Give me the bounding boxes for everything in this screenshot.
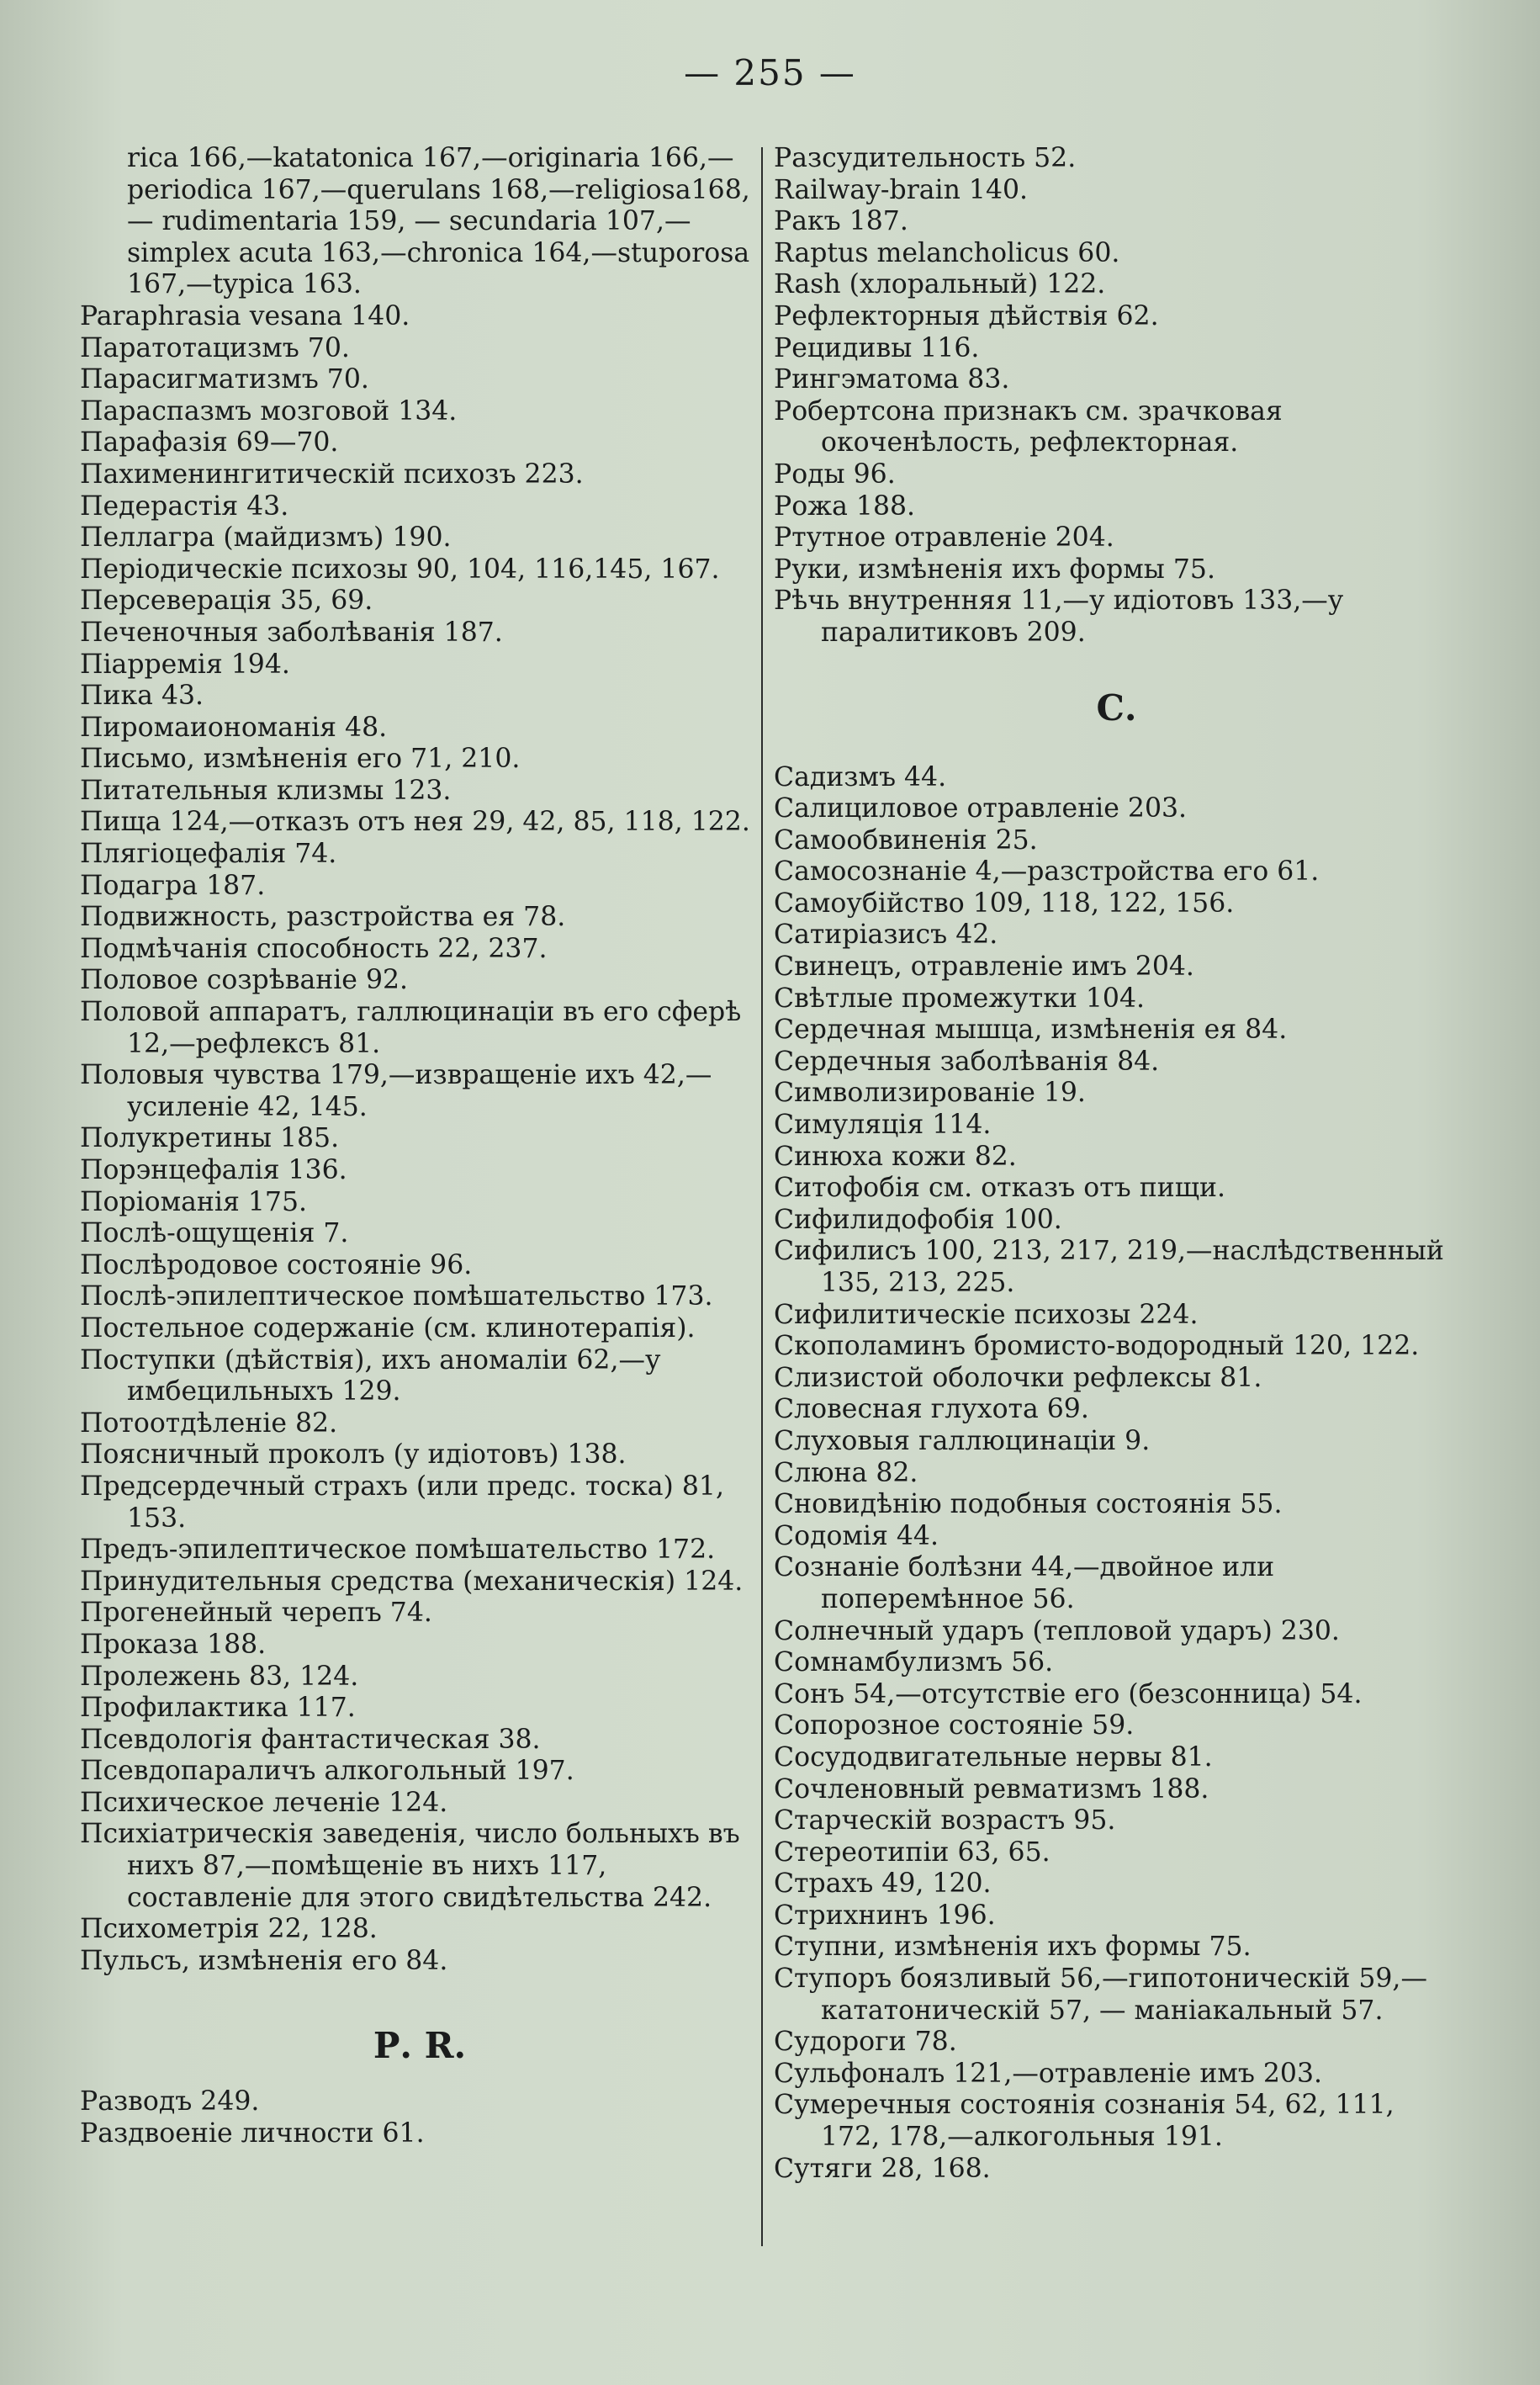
- index-entry: Періодическіе психозы 90, 104, 116,145, 167.: [80, 554, 720, 585]
- index-entries-r-cont: [774, 143, 1459, 649]
- index-entry: Рефлекторныя дѣйствія 62.: [774, 300, 1159, 331]
- index-entry: Половое созрѣваніе 92.: [80, 965, 409, 996]
- index-entry: Сатиріазисъ 42.: [774, 920, 998, 951]
- index-entry: Ступни, измѣненія ихъ формы 75.: [774, 1932, 1252, 1963]
- index-entry: Прогенейный черепъ 74.: [80, 1598, 432, 1629]
- index-entry: Пика 43.: [80, 681, 204, 712]
- index-entry: Предсердечный страхъ (или предс. тоска) 81, 153.: [80, 1471, 724, 1534]
- right-column: [774, 143, 1459, 2185]
- index-entry: Рѣчь внутренняя 11,—у идіотовъ 133,—у паралитиковъ 209.: [774, 586, 1344, 648]
- index-entry: Педерастія 43.: [80, 490, 289, 522]
- index-entry: Ртутное отравленіе 204.: [774, 522, 1114, 554]
- index-entry: Сумеречныя состоянія сознанія 54, 62, 111, 172, 178,—алкогольныя 191.: [774, 2090, 1394, 2153]
- index-entry: Раздвоеніе личности 61.: [80, 2118, 425, 2149]
- index-entry: Персеверація 35, 69.: [80, 586, 373, 617]
- index-entry: Свинецъ, отравленіе имъ 204.: [774, 951, 1194, 983]
- index-entry: Самоубійство 109, 118, 122, 156.: [774, 888, 1235, 919]
- index-entry: Рецидивы 116.: [774, 332, 980, 363]
- index-entry: Половой аппаратъ, галлюцинаціи въ его сферѣ 12,—рефлексъ 81.: [80, 997, 742, 1059]
- index-entry: Сифилисъ 100, 213, 217, 219,—наслѣдственный 135, 213, 225.: [774, 1236, 1444, 1298]
- index-entry: Парафазія 69—70.: [80, 427, 339, 458]
- index-entry: Сновидѣнію подобныя состоянія 55.: [774, 1489, 1283, 1520]
- index-entry: Паратотацизмъ 70.: [80, 332, 350, 363]
- index-entry: Сифилитическіе психозы 224.: [774, 1299, 1199, 1330]
- index-entry: Послѣ-эпилептическое помѣшательство 173.: [80, 1281, 713, 1312]
- index-entry: Садизмъ 44.: [774, 761, 947, 792]
- index-entry: Солнечный ударъ (тепловой ударъ) 230.: [774, 1615, 1340, 1646]
- index-entry: Сульфоналъ 121,—отравленіе имъ 203.: [774, 2058, 1323, 2089]
- index-entry: Половыя чувства 179,—извращеніе ихъ 42,—усиленіе 42, 145.: [80, 1060, 712, 1122]
- index-entry: Психіатрическія заведенія, число больныхъ въ нихъ 87,—помѣщеніе въ нихъ 117, составленіе для этого свидѣтельства 242.: [80, 1819, 740, 1913]
- section-heading-r: Р. R.: [373, 2025, 467, 2067]
- index-entry: Рингэматома 83.: [774, 364, 1010, 395]
- index-entry: Симуляція 114.: [774, 1110, 992, 1141]
- index-entry: Ракъ 187.: [774, 206, 908, 237]
- index-entry: Разсудительность 52.: [774, 143, 1077, 173]
- index-entry: Проказа 188.: [80, 1629, 267, 1660]
- index-entry: Поріоманія 175.: [80, 1186, 308, 1217]
- index-entry: Предъ-эпилептическое помѣшательство 172.: [80, 1534, 716, 1566]
- index-entry: Скополаминъ бромисто-водородный 120, 122.: [774, 1331, 1420, 1362]
- index-entry: Поступки (дѣйствія), ихъ аномаліи 62,—у имбецильныхъ 129.: [80, 1344, 661, 1407]
- index-entry: Слуховыя галлюцинаціи 9.: [774, 1425, 1151, 1456]
- index-entries-p: [80, 301, 759, 1977]
- index-entry: Пульсъ, измѣненія его 84.: [80, 1945, 448, 1976]
- index-entry: Параспазмъ мозговой 134.: [80, 395, 458, 427]
- index-entry: Raptus melancholicus 60.: [774, 237, 1120, 268]
- section-heading-s: С.: [1096, 686, 1137, 729]
- index-entry: Псевдологія фантастическая 38.: [80, 1724, 541, 1755]
- page-number: — 255 —: [684, 52, 856, 93]
- index-entry: Содомія 44.: [774, 1520, 939, 1551]
- index-entry: Слюна 82.: [774, 1457, 918, 1488]
- index-entry: Салициловое отравленіе 203.: [774, 793, 1188, 824]
- index-entry: Порэнцефалія 136.: [80, 1155, 347, 1185]
- index-entry: Сутяги 28, 168.: [774, 2153, 991, 2184]
- index-entry: Подагра 187.: [80, 870, 266, 901]
- index-entry: Профилактика 117.: [80, 1693, 356, 1724]
- index-entry: Свѣтлые промежутки 104.: [774, 983, 1146, 1014]
- index-entry: Сифилидофобія 100.: [774, 1204, 1062, 1235]
- index-entry: Слизистой оболочки рефлексы 81.: [774, 1362, 1262, 1393]
- index-entry: Сомнамбулизмъ 56.: [774, 1647, 1054, 1678]
- index-entry: Печеночныя заболѣванія 187.: [80, 617, 503, 648]
- index-entry: Rash (хлоральный) 122.: [774, 269, 1106, 300]
- index-entry: Символизированіе 19.: [774, 1078, 1086, 1109]
- index-entry: Подвижность, разстройства ея 78.: [80, 902, 566, 933]
- index-entry: Стрихнинъ 196.: [774, 1900, 996, 1931]
- index-entries-s: [774, 762, 1459, 2186]
- index-entry: Піарремія 194.: [80, 649, 290, 680]
- index-entry: Потоотдѣленіе 82.: [80, 1407, 338, 1439]
- index-entry: Психометрія 22, 128.: [80, 1914, 378, 1945]
- index-entry: Сознаніе болѣзни 44,—двойное или поперемѣнное 56.: [774, 1552, 1275, 1614]
- index-entry: Питательныя клизмы 123.: [80, 775, 452, 806]
- index-entry: Старческій возрастъ 95.: [774, 1805, 1116, 1836]
- index-entry: Самообвиненія 25.: [774, 824, 1038, 856]
- index-entry: Поясничный проколъ (у идіотовъ) 138.: [80, 1439, 627, 1471]
- index-entry: Полукретины 185.: [80, 1123, 340, 1154]
- index-entries-r: [80, 2086, 759, 2149]
- index-entry: Пролежень 83, 124.: [80, 1661, 359, 1692]
- index-entry: Сочленовный ревматизмъ 188.: [774, 1773, 1209, 1805]
- index-entry: Робертсона признакъ см. зрачковая окоченѣлость, рефлекторная.: [774, 395, 1283, 458]
- index-entry: Сердечныя заболѣванія 84.: [774, 1046, 1160, 1077]
- index-entry: Пахименингитическій психозъ 223.: [80, 458, 584, 490]
- index-entry: Пеллагра (майдизмъ) 190.: [80, 522, 452, 554]
- continuation-block: [80, 143, 759, 301]
- index-entry: Разводъ 249.: [80, 2086, 260, 2117]
- index-entry: Роды 96.: [774, 458, 896, 490]
- index-entry: Страхъ 49, 120.: [774, 1868, 992, 1900]
- column-divider: [761, 147, 763, 2246]
- index-entry: Сопорозное состояніе 59.: [774, 1710, 1135, 1741]
- index-entry: Пиромаиономанія 48.: [80, 712, 388, 743]
- index-entry: Письмо, измѣненія его 71, 210.: [80, 744, 521, 775]
- index-entry: Сонъ 54,—отсутствіе его (безсонница) 54.: [774, 1678, 1363, 1709]
- index-entry: Послѣродовое состояніе 96.: [80, 1249, 473, 1280]
- index-entry: rica 166,—katatonica 167,—originaria 166,—periodica 167,—querulans 168,—religiosa168, — rudimentaria 159, — secundaria 107,—simplex acuta 163,—chronica 164,—stuporosa 167,—typica 163.: [127, 143, 750, 300]
- index-entry: Словесная глухота 69.: [774, 1394, 1089, 1425]
- index-entry: Псевдопараличъ алкогольный 197.: [80, 1756, 574, 1787]
- index-entry: Ступоръ боязливый 56,—гипотоническій 59,—кататоническій 57, — маніакальный 57.: [774, 1964, 1427, 2026]
- index-entry: Самосознаніе 4,—разстройства его 61.: [774, 856, 1320, 888]
- index-entry: Руки, измѣненія ихъ формы 75.: [774, 554, 1215, 585]
- index-entry: Сердечная мышца, измѣненія ея 84.: [774, 1015, 1288, 1046]
- index-entry: Психическое леченіе 124.: [80, 1787, 448, 1818]
- index-entry: Парасигматизмъ 70.: [80, 364, 369, 395]
- left-column: [80, 143, 759, 2150]
- index-entry: Ситофобія см. отказъ отъ пищи.: [774, 1173, 1226, 1204]
- index-entry: Сосудодвигательные нервы 81.: [774, 1741, 1213, 1773]
- index-entry: Судороги 78.: [774, 2027, 957, 2058]
- index-entry: Paraphrasia vesana 140.: [80, 300, 410, 331]
- index-entry: Синюха кожи 82.: [774, 1141, 1017, 1172]
- index-entry: Подмѣчанія способность 22, 237.: [80, 933, 548, 964]
- index-entry: Послѣ-ощущенія 7.: [80, 1218, 349, 1249]
- index-entry: Принудительныя средства (механическія) 124.: [80, 1566, 744, 1597]
- index-entry: Плягіоцефалія 74.: [80, 839, 337, 870]
- index-entry: Постельное содержаніе (см. клинотерапія).: [80, 1312, 696, 1344]
- index-entry: Стереотипіи 63, 65.: [774, 1836, 1050, 1868]
- index-entry: Пища 124,—отказъ отъ нея 29, 42, 85, 118, 122.: [80, 807, 750, 838]
- index-entry: Рожа 188.: [774, 490, 916, 522]
- index-entry: Railway-brain 140.: [774, 174, 1029, 205]
